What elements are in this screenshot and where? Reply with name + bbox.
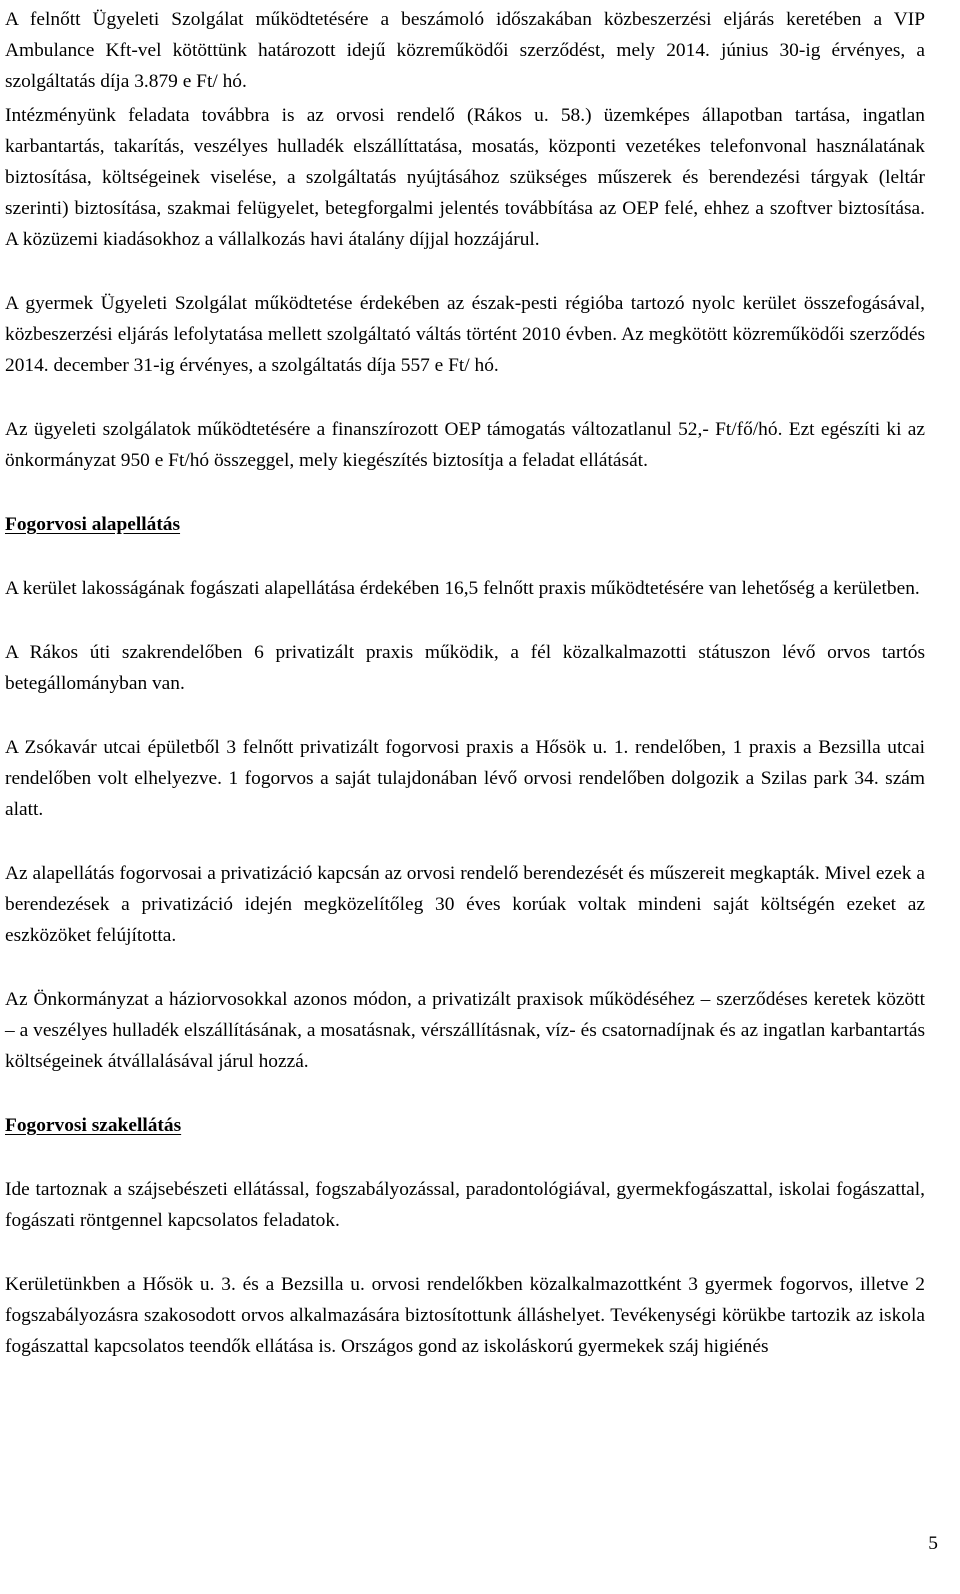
paragraph-child-emergency-service: A gyermek Ügyeleti Szolgálat működtetése érdekében az észak-pesti régióba tartozó nyolc kerület összefogásával, közbeszerzési eljárás lefolytatása mellett szolgáltató váltás történt 2010 évben. Az megkötött közreműködői szerződés 2014. december 31-ig érvényes, a szolgáltatás díja 557 e Ft/ hó.: [5, 293, 925, 376]
paragraph-adult-emergency-service: A felnőtt Ügyeleti Szolgálat működtetésére a beszámoló időszakában közbeszerzési eljárás keretében a VIP Ambulance Kft-vel kötöttünk határozott idejű közreműködői szerződést, mely 2014. június 30-ig érvényes, a szolgáltatás díja 3.879 e Ft/ hó.: [5, 9, 925, 92]
section-heading-dental-specialist-care: Fogorvosi szakellátás: [5, 1115, 182, 1136]
document-body: [5, 4, 925, 1362]
paragraph-rakos-clinic: A Rákos úti szakrendelőben 6 privatizált praxis működik, a fél közalkalmazotti státuszon lévő orvos tartós betegállományban van.: [5, 642, 925, 694]
paragraph-equipment: Az alapellátás fogorvosai a privatizáció kapcsán az orvosi rendelő berendezését és műszereit megkapták. Mivel ezek a berendezések a privatizáció idején megközelítőleg 30 éves korúak voltak mindeni saját költségén ezeket az eszközöket felújította.: [5, 863, 925, 946]
paragraph-municipality-support: Az Önkormányzat a háziorvosokkal azonos módon, a privatizált praxisok működéséhez – szerződéses keretek között – a veszélyes hulladék elszállításának, a mosatásnak, vérszállításnak, víz- és csatornadíjnak és az ingatlan karbantartás költségeinek átvállalásával járul hozzá.: [5, 989, 925, 1072]
paragraph-institution-duties: Intézményünk feladata továbbra is az orvosi rendelő (Rákos u. 58.) üzemképes állapotban tartása, ingatlan karbantartás, takarítás, veszélyes hulladék elszállíttatása, mosatás, központi vezetékes telefonvonal használatának biztosítása, költségeinek viselése, a szolgáltatás nyújtásához szükséges műszerek és berendezési tárgyak (leltár szerinti) biztosítása, szakmai felügyelet, betegforgalmi jelentés továbbítása az OEP felé, ehhez a szoftver biztosítása. A közüzemi kiadásokhoz a vállalkozás havi átalány díjjal hozzájárul.: [5, 105, 925, 250]
page-number: 5: [928, 1533, 938, 1554]
paragraph-zsokavar-relocation: A Zsókavár utcai épületből 3 felnőtt privatizált fogorvosi praxis a Hősök u. 1. rendelőben, 1 praxis a Bezsilla utcai rendelőben volt elhelyezve. 1 fogorvos a saját tulajdonában lévő orvosi rendelőben dolgozik a Szilas park 34. szám alatt.: [5, 737, 925, 820]
paragraph-specialist-scope: Ide tartoznak a szájsebészeti ellátással, fogszabályozással, paradontológiával, gyermekfogászattal, iskolai fogászattal, fogászati röntgennel kapcsolatos feladatok.: [5, 1179, 925, 1231]
paragraph-oep-funding: Az ügyeleti szolgálatok működtetésére a finanszírozott OEP támogatás változatlanul 52,- Ft/fő/hó. Ezt egészíti ki az önkormányzat 950 e Ft/hó összeggel, mely kiegészítés biztosítja a feladat ellátását.: [5, 419, 925, 471]
section-heading-dental-primary-care: Fogorvosi alapellátás: [5, 514, 181, 535]
paragraph-dental-practices-count: A kerület lakosságának fogászati alapellátása érdekében 16,5 felnőtt praxis működtetésére van lehetőség a kerületben.: [5, 578, 920, 599]
paragraph-district-staffing: Kerületünkben a Hősök u. 3. és a Bezsilla u. orvosi rendelőkben közalkalmazottként 3 gyermek fogorvos, illetve 2 fogszabályozásra szakosodott orvos alkalmazására biztosítottunk álláshelyet. Tevékenységi körükbe tartozik az iskola fogászattal kapcsolatos teendők ellátása is. Országos gond az iskoláskorú gyermekek száj higiénés: [5, 1274, 925, 1357]
